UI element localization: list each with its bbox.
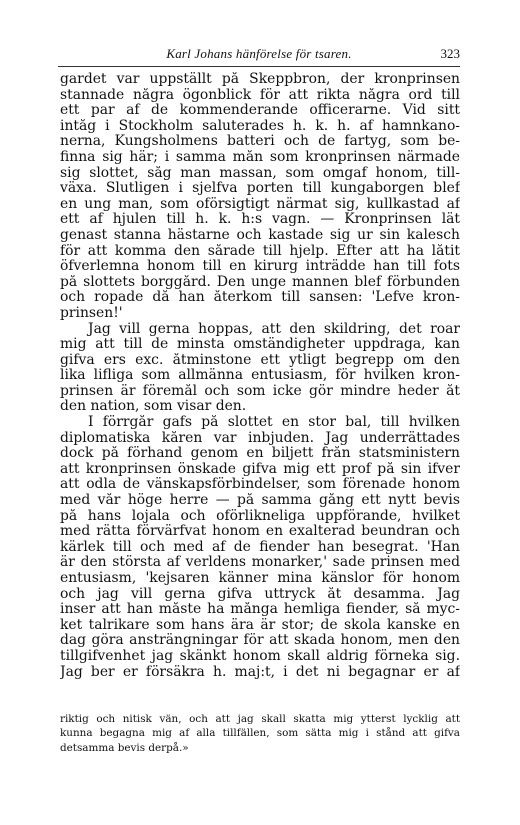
text-line: för att komma den sårade till hjelp. Efter att ha låtit	[60, 243, 460, 259]
text-line: entusiasm, 'kejsaren känner mina känslor för honom	[60, 571, 460, 586]
text-line: mig att till de minsta omständigheter uppdraga, kan	[60, 337, 460, 353]
text-line: ett par af de kommenderande officerarne. Vid sitt	[60, 103, 460, 119]
text-line: gardet var uppställt på Skeppbron, der kronprinsen	[60, 72, 460, 87]
text-line: intåg i Stockholm saluterades h. k. h. af hamnkano-	[60, 118, 460, 134]
text-line: Jag ber er försäkra h. maj:t, i det ni begagnar er af	[60, 664, 460, 680]
text-line: och jag vill gerna gifva uttryck åt desamma. Jag	[60, 586, 460, 602]
body-text	[60, 72, 460, 680]
text-line: ett af hjulen till h. k. h:s vagn. — Kronprinsen lät	[60, 212, 460, 228]
running-title: Karl Johans hänförelse för tsaren.	[166, 46, 352, 61]
text-line: dock på förhand genom en biljett från statsministern	[60, 446, 460, 462]
text-line: den nation, som visar den.	[60, 399, 247, 415]
text-line: kärlek till och med af de fiender han besegrat. 'Han	[60, 539, 460, 555]
text-line: sig slottet, såg man massan, som omgaf honom, till-	[60, 165, 460, 181]
text-line: och ropade då han återkom till sansen: 'Lefve kron-	[60, 290, 460, 306]
text-line: genast stanna hästarne och kastade sig ur sin kalesch	[60, 227, 460, 243]
text-line: är den största af verldens monarker,' sade prinsen med	[60, 555, 460, 571]
text-line: I förrgår gafs på slottet en stor bal, till hvilken	[88, 415, 460, 431]
text-line: lika lifliga som allmänna entusiasm, för hvilken kron-	[60, 368, 460, 384]
text-line: gifva ers exc. åtminstone ett ytligt begrepp om den	[60, 352, 460, 368]
text-line: dag göra ansträngningar för att skada honom, men den	[60, 633, 460, 649]
text-line: på hans lojala och oförlikneliga uppförande, hvilket	[60, 508, 460, 524]
text-line: med vår höge herre — på samma gång ett nytt bevis	[60, 493, 460, 509]
footnote	[60, 712, 460, 755]
text-line: en ung man, som oförsigtigt närmat sig, kullkastad af	[60, 196, 460, 212]
text-line: att odla de vänskapsförbindelser, som förenade honom	[60, 477, 460, 493]
page-number: 323	[440, 46, 460, 61]
header-rule	[58, 66, 460, 67]
text-line: prinsen!'	[60, 305, 123, 321]
text-line: stannade några ögonblick för att rikta några ord till	[60, 87, 460, 103]
text-line: att kronprinsen önskade gifva mig ett prof på sin ifver	[60, 461, 460, 477]
text-line: växa. Slutligen i sjelfva porten till kungaborgen blef	[60, 181, 460, 197]
text-line: inser att han måste ha många hemliga fiender, så myc-	[60, 602, 460, 618]
text-line: ket talrikare som hans ära är stor; de skola kanske en	[60, 617, 460, 633]
text-line: prinsen är föremål och som icke gör mindre heder åt	[60, 383, 460, 399]
footnote-line: kunna begagna mig af alla tillfällen, som sätta mig i stånd att gifva	[60, 727, 460, 740]
footnote-line: detsamma bevis derpå.»	[60, 741, 189, 754]
footnote-line: riktig och nitisk vän, och att jag skall skatta mig ytterst lycklig att	[60, 713, 460, 725]
text-line: öfverlemna honom till en kirurg inträdde han till fots	[60, 259, 460, 275]
text-line: nerna, Kungsholmens batteri och de fartyg, som be-	[60, 134, 460, 150]
text-line: på slottets borggård. Den unge mannen blef förbunden	[60, 274, 460, 290]
text-line: med rätta förvärfvat honom en exalterad beundran och	[60, 524, 460, 540]
text-line: diplomatiska kåren var inbjuden. Jag underrättades	[60, 430, 460, 446]
text-line: Jag vill gerna hoppas, att den skildring, det roar	[88, 321, 460, 337]
text-line: finna sig här; i samma mån som kronprinsen närmade	[60, 149, 460, 165]
running-head	[58, 46, 460, 66]
text-line: tillgifvenhet jag skänkt honom skall aldrig förneka sig.	[60, 648, 460, 664]
